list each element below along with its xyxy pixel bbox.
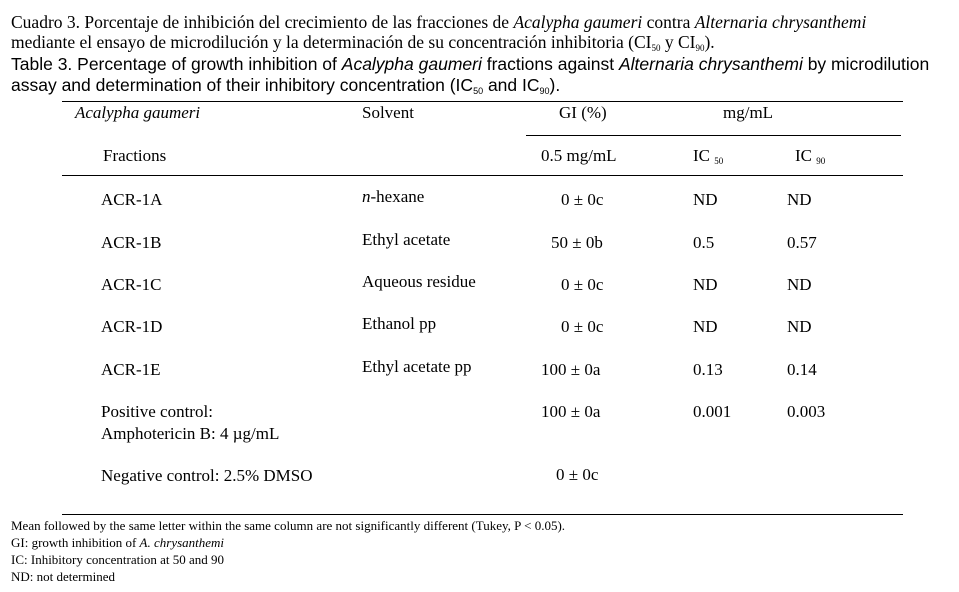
caption-es-line1: Cuadro 3. Porcentaje de inhibición del crecimiento de las fracciones de Acalypha gaumeri contra Alternaria chrysanthemi bbox=[11, 12, 867, 32]
ic90-cell: ND bbox=[787, 190, 812, 209]
gi-cell: 50 ± 0b bbox=[551, 233, 603, 252]
header-mgml: mg/mL bbox=[723, 103, 774, 122]
solvent-cell: Ethyl acetate bbox=[362, 230, 451, 249]
fraction-cell: ACR-1C bbox=[101, 275, 162, 294]
header-ic90: IC $_{90}$ bbox=[795, 146, 826, 166]
caption-en-line1: Table 3. Percentage of growth inhibition of Acalypha gaumeri fractions against Alternaria chrysanthemi by microdilution bbox=[11, 54, 930, 74]
header-sub-rule bbox=[526, 135, 901, 136]
ic90-cell: 0.57 bbox=[787, 233, 817, 252]
ic50-cell: ND bbox=[693, 190, 718, 209]
positive-control-drug: Amphotericin B: 4 µg/mL bbox=[101, 424, 280, 443]
ic90-cell: ND bbox=[787, 317, 812, 336]
gi-cell: 0 ± 0c bbox=[561, 190, 604, 209]
caption-es-line2: mediante el ensayo de microdilución y la determinación de su concentración inhibitoria ($CI_{50}$ y $CI_{90}$). bbox=[11, 32, 715, 53]
header-bottom-rule bbox=[62, 175, 903, 176]
ic50-cell: 0.5 bbox=[693, 233, 715, 252]
ic50-cell: 0.13 bbox=[693, 360, 723, 379]
gi-cell: 0 ± 0c bbox=[561, 275, 604, 294]
header-gi: GI (%) bbox=[559, 103, 607, 122]
ic50-cell: ND bbox=[693, 275, 718, 294]
header-species: Acalypha gaumeri bbox=[75, 103, 201, 122]
solvent-cell: Ethyl acetate pp bbox=[362, 357, 472, 376]
gi-cell: 0 ± 0c bbox=[556, 465, 599, 484]
ic90-cell: 0.003 bbox=[787, 402, 826, 421]
fraction-cell: ACR-1E bbox=[101, 360, 161, 379]
caption-en-line2: assay and determination of their inhibitory concentration ($IC_{50}$ and $IC_{90}$). bbox=[11, 75, 561, 96]
gi-cell: 100 ± 0a bbox=[541, 402, 601, 421]
footnote-gi: GI: growth inhibition of A. chrysanthemi bbox=[11, 535, 225, 550]
ic50-cell: 0.001 bbox=[693, 402, 732, 421]
negative-control-label: Negative control: 2.5% DMSO bbox=[101, 466, 313, 485]
ic90-cell: 0.14 bbox=[787, 360, 817, 379]
solvent-cell: Ethanol pp bbox=[362, 314, 437, 333]
table-top-rule bbox=[62, 101, 903, 102]
footnote-nd: ND: not determined bbox=[11, 569, 115, 584]
footnote-significance: Mean followed by the same letter within the same column are not significantly different (Tukey, P < 0.05). bbox=[11, 518, 566, 533]
solvent-cell: n-hexane bbox=[362, 187, 425, 206]
ic50-cell: ND bbox=[693, 317, 718, 336]
positive-control-label: Positive control: bbox=[101, 402, 213, 421]
gi-cell: 0 ± 0c bbox=[561, 317, 604, 336]
ic90-cell: ND bbox=[787, 275, 812, 294]
footnote-ic: IC: Inhibitory concentration at 50 and 90 bbox=[11, 552, 225, 567]
header-ic50: IC $_{50}$ bbox=[693, 146, 724, 166]
header-conc: 0.5 mg/mL bbox=[541, 146, 617, 165]
fraction-cell: ACR-1D bbox=[101, 317, 163, 336]
gi-cell: 100 ± 0a bbox=[541, 360, 601, 379]
fraction-cell: ACR-1A bbox=[101, 190, 163, 209]
header-solvent: Solvent bbox=[362, 103, 414, 122]
table-bottom-rule bbox=[62, 514, 903, 515]
solvent-cell: Aqueous residue bbox=[362, 272, 476, 291]
fraction-cell: ACR-1B bbox=[101, 233, 162, 252]
header-fractions: Fractions bbox=[103, 146, 167, 165]
